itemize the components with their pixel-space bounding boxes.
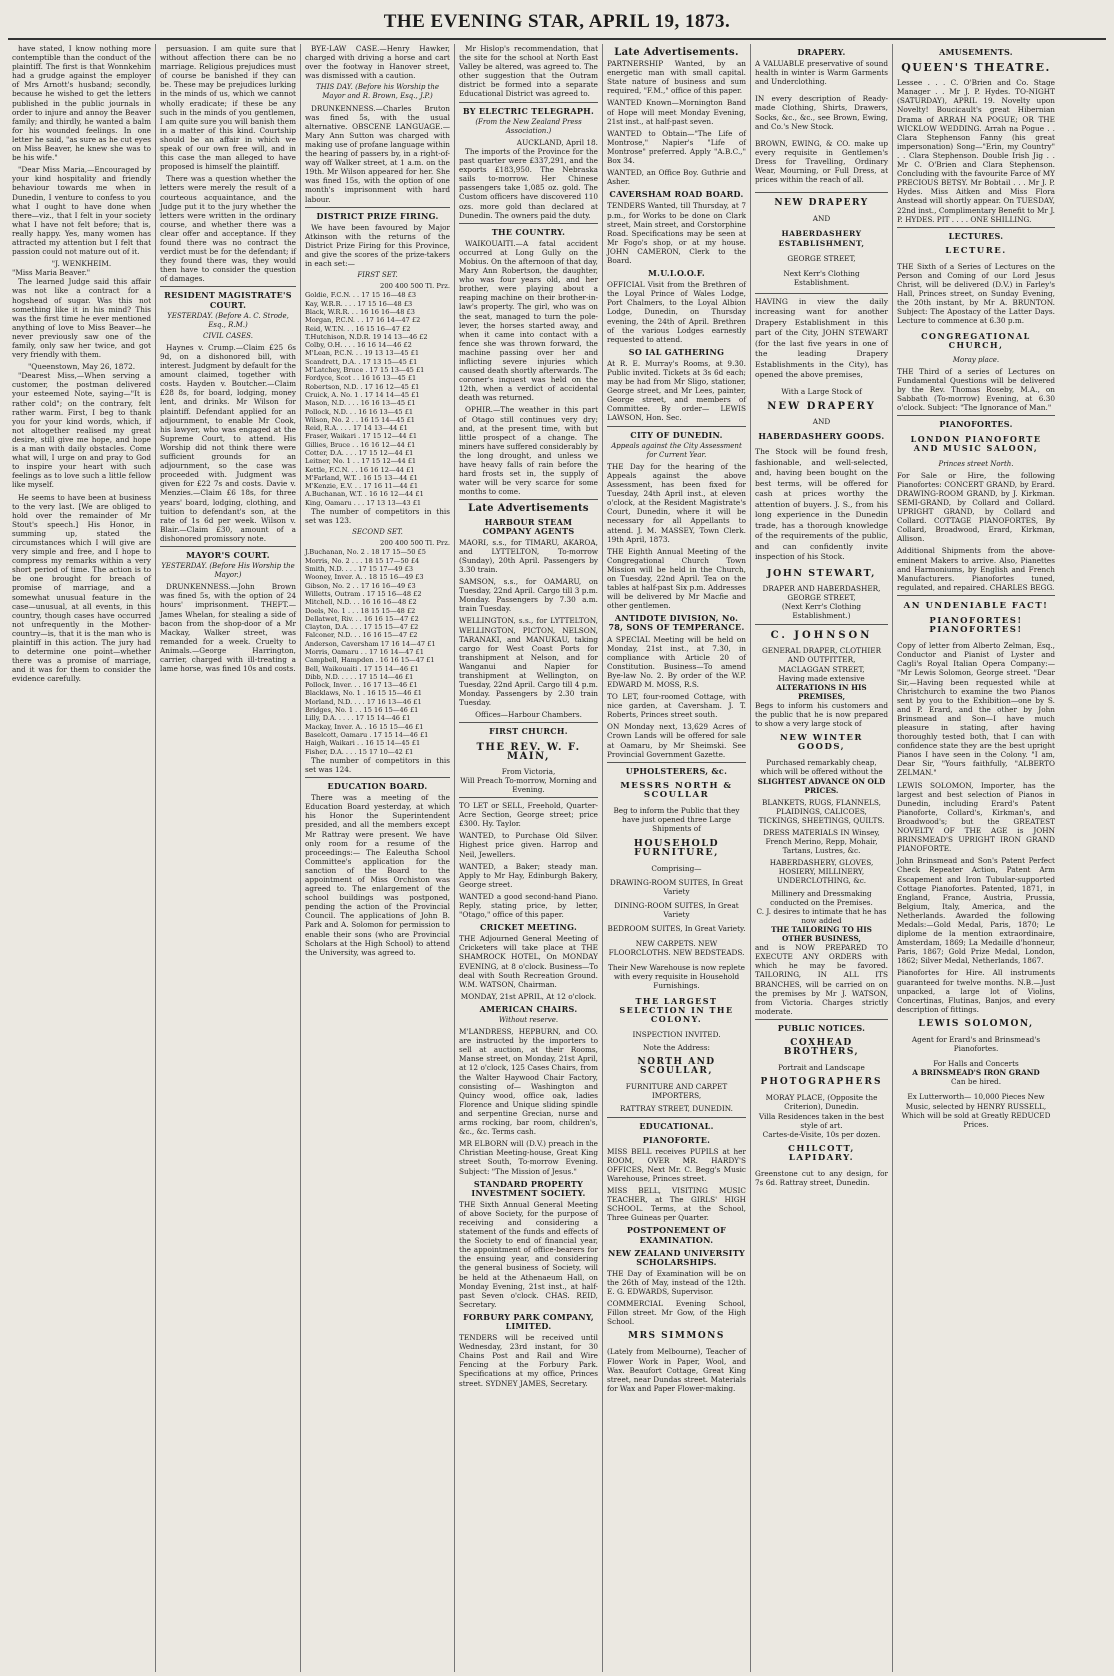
ad-title: PIANOFORTES! PIANOFORTES! <box>929 615 1023 636</box>
score-row: Doels, No. 1 . . . 18 15 15—48 £2 <box>305 606 416 615</box>
advertisement: TO LET, four-roomed Cottage, with nice garden, at Caversham. J. T. Roberts, Princes street south. <box>607 692 746 720</box>
score-row: Robertson, N.D. . 17 16 12—45 £1 <box>305 382 420 391</box>
score-row: Pollock, N.D. . . 16 16 13—45 £1 <box>305 407 414 416</box>
divider <box>305 207 450 208</box>
ad-heading: FIRST CHURCH. <box>489 726 568 737</box>
article-text: persuasion. I am quite sure that without affection there can be no marriage. Religious prejudices must of course be banished if they can be. These may be prejudices lurking in the minds of us, which we cannot wholly eradicate; if these be any such in the minds of you gentlemen, I am quite sure you will banish them in a matter of this kind. Courtship should be an affair in which we speak of our own free will, and in this case the man alleged to have proposed is himself the plaintiff. <box>160 44 296 172</box>
advertisement: The Stock will be found fresh, fashionable, and well-selected, and, having been bought on the best terms, will be offered for cash at prices worthy the attention of buyers. J. S., from his long experience in the Dunedin trade, has a thorough knowledge of the requirements of the public, and can confidently invite inspection of his Stock. <box>755 447 888 562</box>
ad-heading: CRICKET MEETING. <box>479 922 578 933</box>
divider <box>607 426 746 427</box>
ad-text: C. J. desires to intimate that he has now added <box>756 906 887 925</box>
score-row: Gibson, No. 2 . . 17 16 16—49 £3 <box>305 581 416 590</box>
article-text: There was a question whether the letters were merely the result of a courteous acquaintance, and the Judge put it to the jury whether the letters were written in the ordinary course, and whether there was a clear offer and acceptance. If they found there was no contract the verdict must be for the defendant; if they found there was, they would then have to consider the question of damages. <box>160 174 296 284</box>
advertisement: Additional Shipments from the above-eminent Makers to arrive. Also, Pianettes and Harmoniums, by English and French Manufacturers. Pianofortes tuned, regulated, and repaired. CHARLES BEGG. <box>897 546 1055 592</box>
advertisement: Greenstone cut to any design, for 7s 6d. Rattray street, Dunedin. <box>755 1169 888 1188</box>
ad-title: QUEEN'S THEATRE. <box>901 61 1051 75</box>
ad-text: Comprising— <box>651 863 702 873</box>
divider <box>755 624 888 625</box>
divider <box>459 102 598 103</box>
advertisement: WANTED, to Purchase Old Silver. Highest price given. Harrop and Neil, Jewellers. <box>459 831 598 859</box>
ad-subheading: Princes street North. <box>938 459 1014 468</box>
section-heading: BY ELECTRIC TELEGRAPH. <box>462 105 595 116</box>
ad-title: COXHEAD BROTHERS, <box>783 1037 860 1058</box>
advertisement: Lessee . . . C. O'Brien and Co. Stage Manager . . Mr J. P. Hydes. TO-NIGHT (SATURDAY), APRIL 19. Novelty upon Novelty! Boucicault's great Hibernian Drama of ARRAH NA POGUE; OR THE WICKLOW WEDDING. Arrah na Pogue . . Clara Stephenson Fanny (his great impersonation) Song—"Erin, my Country" . . Clara Stephenson. Double Irish Jig . . Mr C. O'Brien and Clara Stephenson. Concluding with the favourite Farce of MY PRECIOUS BETSY. Mr Bobtail . . . Mr J. P. Hydes. Miss Aitken and Miss Flora Anstead will shortly appear. On TUESDAY, 22nd inst., Complimentary Benefit to Mr J. P. HYDES. PIT . . . . ONE SHILLING. <box>897 78 1055 224</box>
ad-heading: HARBOUR STEAM COMPANY AGENTS <box>482 516 575 536</box>
advertisement: IN every description of Ready-made Clothing, Shirts, Drawers, Socks, &c., &c., see Brown, Ewing, and Co.'s New Stock. <box>755 94 888 131</box>
section-heading: LECTURES. <box>948 230 1004 241</box>
ad-text: From Victoria, <box>501 766 556 776</box>
advertisement: WANTED Known—Mornington Band of Hope will meet Monday Evening, 21st inst., at half-past seven. <box>607 98 746 126</box>
masthead <box>8 6 1106 40</box>
ad-text: Next Kerr's Clothing Establishment. <box>783 268 860 287</box>
columns <box>8 44 1106 1672</box>
ad-text: INSPECTION INVITED. <box>632 1029 721 1039</box>
advertisement: MR ELBORN will (D.V.) preach in the Christian Meeting-house, Great King street South, To-morrow Evening. Subject: "The Mission of Jesus." <box>459 1139 598 1176</box>
score-row: M'Latchey, Bruce . 17 15 13—45 £1 <box>305 366 425 375</box>
score-row: Morland, N.D. . . . 17 16 13—46 £1 <box>305 697 422 706</box>
ad-text: MORAY PLACE, (Opposite the Criterion), Dunedin. <box>765 1093 878 1112</box>
advertisement: MISS BELL receives PUPILS at her ROOM, OVER MR. HARDY'S OFFICES, Next Mr. C. Begg's Music Warehouse, Princes street. <box>607 1146 746 1183</box>
score-row: M'Kenzie, E.V. . . 17 16 11—44 £1 <box>305 482 419 491</box>
score-row: J.Buchanan, No. 2 . 18 17 15—50 £5 <box>305 548 426 557</box>
score-row: Gillies, Bruce . . 16 16 12—44 £1 <box>305 440 416 449</box>
advertisement: PARTNERSHIP Wanted, by an energetic man with small capital. State nature of business and sum required, "F.M.," office of this paper. <box>607 59 746 96</box>
letter-text: "Dearest Miss,—When serving a customer, the postman delivered your esteemed Note, saying—"It is rather cold"; on the contrary, felt rather warm. First, I beg to thank you for your kind words, which, if not altogether realised my great desire, still give me hope, and hope is a man with daily obstacles. Come what will, I urge on and pray to God to inspire your heart with such feelings as to love such a little fellow like myself. <box>12 371 151 490</box>
ad-text: Note the Address: <box>643 1042 710 1052</box>
section-heading: EDUCATION BOARD. <box>327 781 428 792</box>
score-row: Bell, Waikouaiti . 17 15 14—46 £1 <box>305 664 419 673</box>
ad-text: Will Preach To-morrow, Morning and Evening. <box>460 775 597 794</box>
ad-title: C. JOHNSON <box>770 630 873 642</box>
ad-text: Can be hired. <box>950 1077 1002 1087</box>
divider <box>897 595 1055 596</box>
section-heading: MAYOR'S COURT. <box>186 549 270 560</box>
section-heading: DRAPERY. <box>797 47 846 57</box>
divider <box>459 223 598 224</box>
section-subheading: YESTERDAY. (Before A. C. Strode, Esq., R.M.) <box>167 311 289 329</box>
section-heading: RESIDENT MAGISTRATE'S COURT. <box>164 290 292 310</box>
advertisement: HAVING in view the daily increasing want for another Drapery Establishment in this part of the City, JOHN STEWART (for the last five years in one of the leading Drapery Establishments in the City), has opened the above premises, <box>755 296 888 380</box>
column-1 <box>8 44 156 1672</box>
score-row: Wooney, Inver. A. . 18 15 16—49 £3 <box>305 573 424 582</box>
advertisement: TENDERS will be received until Wednesday, 23rd instant, for 30 Chains Post and Rail and Wire Fencing at the Forbury Park. Specifications at my office, Princes street. SYDNEY JAMES, Secretary. <box>459 1333 598 1388</box>
ad-text: THE TAILORING TO HIS OTHER BUSINESS, <box>771 924 872 944</box>
score-row: T.Hutchison, N.D.R. 19 14 13—46 £2 <box>305 332 428 341</box>
section-heading: THE COUNTRY. <box>491 226 566 237</box>
advertisement: Copy of letter from Alberto Zelman, Esq., Conductor and Pianist of Lyster and Cagli's Royal Italian Opera Company:— "Mr Lewis Solomon, George street. "Dear Sir,—Having been requested while at Christchurch to examine the two Pianos sent by you to the Exhibition—one by S. and P. Erard, and the other by John Brinsmead and Son—I have much pleasure in stating, after having thoroughly tested both, that I can with confidence state they are the best upright Pianos I have seen in the Colony. "I am, Dear Sir, "Yours faithfully, "ALBERTO ZELMAN." <box>897 641 1055 778</box>
score-table <box>305 291 450 507</box>
score-row: Lilly, D.A. . . . . 17 15 14—46 £1 <box>305 714 411 723</box>
section-heading: Late Advertisements <box>468 503 589 515</box>
score-row: Black, W.R.R. . . 16 16 16—48 £3 <box>305 307 415 316</box>
advertisement: THE Sixth of a Series of Lectures on the Person and Coming of our Lord Jesus Christ, will be delivered (D.V.) in Farley's Hall, Princes street, on Sunday Evening, the 20th instant, by Mr A. BRUNTON. Subject: The Apostacy of the Latter Days. Lecture to commence at 6.30 p.m. <box>897 261 1055 326</box>
ad-text: ALTERATIONS IN HIS PREMISES, <box>776 682 867 701</box>
ad-text: DRAPER AND HABERDASHER, <box>762 583 881 593</box>
advertisement: Pianofortes for Hire. All instruments guaranteed for twelve months. N.B.—Just unpacked, a large lot of Violins, Concertinas, Flutinas, Banjos, and every description of fittings. <box>897 968 1055 1014</box>
score-row: Bridges, No. 1 . . 15 16 15—46 £1 <box>305 706 419 715</box>
divider <box>607 1117 746 1118</box>
ad-text: Portrait and Landscape <box>778 1063 865 1073</box>
score-row: Anderson, Caversham 17 16 14—47 £1 <box>305 639 436 648</box>
ad-title: JOHN STEWART, <box>767 567 876 579</box>
advertisement: THE Third of a series of Lectures on Fundamental Questions will be delivered by the Rev. Thomas Roseby, M.A., on Sabbath (To-morrow) Evening, at 6.30 o'clock. Subject: "The Ignorance of Man." <box>897 366 1055 413</box>
dateline: AUCKLAND, April 18. <box>516 137 598 147</box>
ad-text: RATTRAY STREET, DUNEDIN. <box>620 1104 733 1114</box>
score-row: Dellatwet, Riv. . . 16 16 15—47 £2 <box>305 614 419 623</box>
ad-heading: EDUCATIONAL. <box>639 1121 714 1132</box>
ad-text: A BRINSMEAD'S IRON GRAND <box>912 1068 1040 1078</box>
ad-text: FURNITURE AND CARPET IMPORTERS, <box>625 1082 728 1101</box>
ad-text: AND <box>812 417 831 427</box>
score-row: King, Oamaru . . . 17 13 13—43 £1 <box>305 498 422 507</box>
column-2 <box>156 44 301 1672</box>
ad-title: HABERDASHERY ESTABLISHMENT, <box>778 229 865 248</box>
score-row: Morris, Oamaru . . 17 16 14—47 £1 <box>305 648 424 656</box>
advertisement: M'LANDRESS, HEPBURN, and CO. are instructed by the importers to sell at auction, at their Rooms, Manse street, on Monday, 21st April, at 12 o'clock, 125 Cases Chairs, from the Walter Haywood Chair Factory, consisting of— Washington and Quincy wood, office oak, ladies Florence and Unique sliding spindle and serpentine Grecian, nurse and arms rocking, bar room, children's, &c., &c. Terms cash. <box>459 1027 598 1137</box>
divider <box>755 293 888 294</box>
ad-text: DRESS MATERIALS IN Winsey, French Merino, Repp, Mohair, Tartans, Lustres, &c. <box>763 828 880 856</box>
advertisement: A SPECIAL Meeting will be held on Monday, 21st inst., at 7.30, in compliance with Article 20 of Constitution. Business—To amend Bye-law No. 2. By order of the W.P. EDWARD M. MOSS, R.S. <box>607 634 746 689</box>
ad-title: CONGREGATIONAL CHURCH, <box>921 330 1031 350</box>
score-row: Falconer, N.D. . . 16 16 15—47 £2 <box>305 631 418 640</box>
ad-heading: STANDARD PROPERTY INVESTMENT SOCIETY. <box>471 1178 586 1198</box>
ad-heading: CAVERSHAM ROAD BOARD. <box>609 189 744 200</box>
score-row: Dibb, N.D. . . . . 17 15 14—46 £1 <box>305 672 414 681</box>
ad-title: NEW DRAPERY <box>767 400 876 412</box>
ad-heading: UPHOLSTERERS, &c. <box>625 765 728 776</box>
divider <box>459 797 598 798</box>
letter-text: "Dear Miss Maria,—Encouraged by your kind hospitality and friendly behaviour towards me when in Dunedin, I venture to confess to you what I ought to have done when there—viz., that I felt in your society what I have not felt before; that is, really happy. Yes, many women has attracted my attention but I felt that passion could not mature out of it. <box>12 165 151 257</box>
advertisement: OFFICIAL Visit from the Brethren of the Loyal Prince of Wales Lodge, Port Chalmers, to the Loyal Albion Lodge, Dunedin, on Thursday evening, the 24th of April. Brethren of the various Lodges earnestly requested to attend. <box>607 280 746 344</box>
ad-title: PHOTOGRAPHERS <box>760 1077 883 1088</box>
ad-title: HABERDASHERY GOODS. <box>758 431 885 442</box>
advertisement: (Lately from Melbourne), Teacher of Flower Work in Paper, Wool, and Wax. Beaufort Cottage, Great King street, near Dundas street. Materials for Wax and Paper Flower-making. <box>607 1347 746 1393</box>
masthead-title: THE EVENING STAR, APRIL 19, 1873. <box>383 11 731 32</box>
ad-text: Purchased remarkably cheap, which will be offered without the <box>760 758 883 777</box>
section-heading: DISTRICT PRIZE FIRING. <box>316 210 439 221</box>
article-text: The learned Judge said this affair was not like a contract for a hogshead of sugar. Was this not something like it in his mind? This was the first time he ever mentioned anything of love to Miss Beaver—he never previously saw one of the family, only saw her twice, and got very friendly with them. <box>12 277 151 360</box>
ad-text: Millinery and Dressmaking conducted on the Premises. <box>770 888 873 907</box>
score-row: Pollock, Inver. . . 16 17 13—46 £1 <box>305 681 418 690</box>
score-row: Willetts, Outram . 17 15 16—48 £2 <box>305 589 422 598</box>
advertisement: LEWIS SOLOMON, Importer, has the largest and best selection of Pianos in Dunedin, including Erard's Patent Pianoforte, Collard's, Kirkman's, and Broadwood's; but the GREATEST NOVELTY OF THE AGE is JOHN BRINSMEAD'S UPRIGHT IRON GRAND PIANOFORTE. <box>897 780 1055 854</box>
score-row: Haigh, Waikari . . 16 15 14—45 £1 <box>305 739 421 748</box>
divider <box>897 227 1055 228</box>
ad-text: SLIGHTEST ADVANCE ON OLD PRICES. <box>757 776 886 795</box>
ad-title: CHILCOTT, LAPIDARY. <box>788 1143 855 1163</box>
score-row: Reid, R.A. . . . 17 14 13—44 £1 <box>305 424 408 433</box>
article-text: OPHIR.—The weather in this part of Otago still continues very dry; and, at the present time, with but little prospect of a change. The miners have suffered considerably by the long drought, and unless we have heavy falls of rain before the hard frosts set in, the supply of water will be very scarce for some months to come. <box>459 405 598 497</box>
divider <box>459 722 598 723</box>
advertisement: TO LET or SELL, Freehold, Quarter-Acre Section, George street; price £300. Hy. Taylor. <box>459 801 598 829</box>
ad-text: GEORGE STREET, <box>787 253 856 263</box>
ad-footer: Offices—Harbour Chambers. <box>475 710 582 720</box>
ad-text: MACLAGGAN STREET, <box>778 664 865 674</box>
section-heading: AMUSEMENTS. <box>939 47 1013 57</box>
ad-subheading: Without reserve. <box>498 1016 559 1024</box>
ad-text: For Halls and Concerts <box>933 1059 1019 1069</box>
score-row: Cruick, A. No. 1 . 17 14 14—45 £1 <box>305 390 420 399</box>
section-heading: PUBLIC NOTICES. <box>777 1022 866 1033</box>
ad-heading: CITY OF DUNEDIN. <box>630 429 723 440</box>
ad-list-item: DRAWING-ROOM SUITES, In Great Variety <box>609 877 744 896</box>
score-row: A.Buchanan, W.T. . 16 16 12—44 £1 <box>305 490 424 499</box>
advertisement: For Sale or Hire, the following Pianofortes: CONCERT GRAND, by Erard. DRAWING-ROOM GRAND, by J. Kirkman. SEMI-GRAND, by Collard and Collard. UPRIGHT GRAND, by Collard and Collard. COTTAGE PIANOFORTES, By Collard, Broadwood, Erard, Kirkman, Allison. <box>897 470 1055 544</box>
advertisement: THE Day of Examination will be on the 26th of May, instead of the 12th. E. G. EDWARDS, Supervisor. <box>607 1268 746 1296</box>
score-row: Smith, N.D. . . . 17 15 17—49 £3 <box>305 565 414 574</box>
divider <box>305 777 450 778</box>
advertisement: WELLINGTON, s.s., for LYTTELTON, WELLINGTON, PICTON, NELSON, TARANAKI, and MANUKAU, taking cargo for West Coast Ports for transhipment at Nelson, and for Wanganui and Napier for transhipment at Wellington, on Tuesday, 22nd April. Cargo till 4 p.m. Monday. Passengers by 2.30 train Tuesday. <box>459 616 598 708</box>
advertisement: WANTED, an Office Boy. Guthrie and Asher. <box>607 168 746 187</box>
ad-title: NORTH AND SCOULLAR, <box>637 1057 716 1077</box>
advertisement: THE Day for the hearing of the Appeals against the above Assessment, has been fixed for Tuesday, 24th April inst., at eleven o'clock, at the Resident Magistrate's Court, Dunedin, where it will be necessary for all Appellants to attend. J. M. MASSEY, Town Clerk. 19th April, 1873. <box>607 461 746 544</box>
score-row: Wilson, No. 2 . . 16 15 14—45 £1 <box>305 415 415 424</box>
article-text: have stated, I know nothing more contemptible than the conduct of the plaintiff. The first is that Wonnkehim had a grudge against the employer of Mrs Arnott's husband; secondly, because he wished to get the letters published in the public journals in order to injure and annoy the Beaver family; and thirdly, he wanted a balm for his wounded feelings. In one letter he said, "as sure as he cut eyes on Miss Beaver, he knew she was to be his wife." <box>12 44 151 163</box>
ad-list-item: BEDROOM SUITES, In Great Variety. <box>607 923 746 933</box>
ad-heading: NEW ZEALAND UNIVERSITY SCHOLARSHIPS. <box>608 1247 745 1267</box>
score-row: Mackay, Inver. A. . 16 15 15—46 £1 <box>305 722 424 731</box>
ad-title: MRS SIMMONS <box>628 1331 725 1342</box>
divider <box>160 546 296 547</box>
divider <box>755 1019 888 1020</box>
ad-title: NEW DRAPERY <box>774 198 869 209</box>
section-subheading: THIS DAY. (Before his Worship the Mayor and R. Brown, Esq., J.P.) <box>315 83 439 101</box>
ad-list <box>607 878 746 933</box>
ad-text: GEORGE STREET, <box>787 592 856 602</box>
ad-title: LONDON PIANOFORTE AND MUSIC SALOON, <box>910 434 1042 454</box>
advertisement: THE Adjourned General Meeting of Cricketers will take place at THE SHAMROCK HOTEL, On MONDAY EVENING, at 8 o'clock. Business—To deal with South Recreation Ground. W.M. WATSON, Chairman. <box>459 934 598 989</box>
table-title: SECOND SET. <box>352 528 403 537</box>
score-row: Colby, O.H. . . . 16 16 14—46 £2 <box>305 341 412 350</box>
ad-text: BLANKETS, RUGS, FLANNELS, PLAIDINGS, CALICOES, TICKINGS, SHEETINGS, QUILTS. <box>758 797 885 825</box>
court-text: BYE-LAW CASE.—Henry Hawker, charged with driving a horse and cart over the footway in Hanover street, was dismissed with a caution. <box>305 44 450 81</box>
divider <box>459 499 598 500</box>
section-heading: PIANOFORTES. <box>939 419 1013 430</box>
article-text: We have been favoured by Major Atkinson with the returns of the District Prize Firing for this Province, and give the scores of the prize-takers in each set:— <box>305 222 450 269</box>
advertisement: MISS BELL, VISITING MUSIC TEACHER, at The GIRLS' HIGH SCHOOL. Terms, at the School, Three Guineas per Quarter. <box>607 1186 746 1223</box>
article-text: The imports of the Province for the past quarter were £337,291, and the exports £183,950. The Nebraska sails to-morrow. Her Chinese passengers take 1,085 oz. gold. The Custom officers have discovered 110 ozs. more gold than declared at Dunedin. The owners paid the duty. <box>459 146 598 220</box>
score-row: Blacklaws, No. 1 . 16 15 15—46 £1 <box>305 689 422 698</box>
advertisement: WANTED a good second-hand Piano. Reply, stating price, by letter, "Otago," office of this paper. <box>459 891 598 920</box>
ad-heading: PIANOFORTE. <box>642 1134 711 1145</box>
column-4 <box>455 44 603 1672</box>
advertisement: At R. E. Murray's Rooms, at 9.30. Public invited. Tickets at 3s 6d each; may be had from Mr Sligo, stationer, George street, and Mr Lees, painter, George street, and members of Committee. By order— LEWIS LAWSON, Hon. Sec. <box>607 358 746 423</box>
score-row: Kettle, F.C.N. . . 16 16 12—44 £1 <box>305 465 415 474</box>
ad-text: Villa Residences taken in the best style of art. <box>758 1111 885 1130</box>
table-title: FIRST SET. <box>357 271 398 280</box>
advertisement: SAMSON, s.s., for OAMARU, on Tuesday, 22nd April. Cargo till 3 p.m. Monday. Passengers by 7.30 a.m. train Tuesday. <box>459 577 598 614</box>
score-row: Scandrett, D.A. . 17 13 15—45 £1 <box>305 357 418 366</box>
ad-heading: M.U.I.O.O.F. <box>647 268 706 279</box>
score-table <box>305 548 450 755</box>
score-row: Kay, W.R.R. . . . 17 15 16—48 £3 <box>305 299 413 308</box>
court-text: DRUNKENNESS.—John Brown was fined 5s, with the option of 24 hours' imprisonment. THEFT.—James Whelan, for stealing a side of bacon from the shop-door of a Mr Mackay, Walker street, was remanded for a week. Cruelty to Animals.—George Harrington, carrier, charged with ill-treating a lame horse, was fined 10s and costs. <box>160 582 296 674</box>
ad-heading: FORBURY PARK COMPANY, LIMITED. <box>463 1311 594 1331</box>
ad-heading: AMERICAN CHAIRS. <box>479 1003 578 1014</box>
section-subheading: YESTERDAY. (Before His Worship the Mayor.) <box>161 562 295 580</box>
ad-text: Having made extensive <box>778 673 865 683</box>
article-text: He seems to have been at business to the very last. [We are obliged to hold over the remainder of Mr Stout's speech.] His Honor, in summing up, stated the circumstances which I will give are very simple and free, and I hope to compress my remarks within a very short period of time. The action is to be one brought for breach of promise of marriage, and a somewhat unusual feature in the case—unusual, at all events, in this country, though cases have occurred not unfrequently in the Mother-country—is, that it is the man who is plaintiff in this action. The jury had to determine one point—whether there was a promise of marriage, and it was for them to consider the evidence carefully. <box>12 492 151 684</box>
ad-title: NEW WINTER GOODS, <box>780 733 863 753</box>
ad-text: Beg to inform the Public that they have just opened three Large Shipments of <box>613 806 740 834</box>
table-note: The number of competitors in this set was 123. <box>305 507 450 526</box>
ad-heading: SO IAL GATHERING <box>628 346 725 357</box>
score-row: Fordyce, Scot . . 16 16 13—45 £1 <box>305 374 417 383</box>
advertisement: TENDERS Wanted, till Thursday, at 7 p.m., for Works to be done on Clark street, Main street, and Corstorphine Road. Specifications may be seen at Mr Fogo's shop, or at my house. JOHN CAMERON, Clerk to the Board. <box>607 201 746 265</box>
table-header: 200 400 500 Tl. Prz. <box>380 539 450 548</box>
divider <box>897 415 1055 416</box>
advertisement: and is NOW PREPARED TO EXECUTE ANY ORDERS with which he may be favored. TAILORING, IN ALL ITS BRANCHES, will be carried on on the premises by Mr J. WATSON, from Victoria. Charges strictly moderate. <box>755 943 888 1016</box>
advertisement: John Brinsmead and Son's Patent Perfect Check Repeater Action, Patent Arm Escapement and Iron Tubular-supported Cottage Pianofortes. Patented, 1871, in England, France, Austria, Prussia, Belgium, Italy, America, and the Netherlands. Awarded the following Medals:—Gold Medal, Paris, 1870; Le diplome de la mention extraordinaire, Amsterdam, 1869; La Medaille d'honneur, Paris, 1867; Gold Prize Medal, London, 1862; Silver Medal, Netherlands, 1867. <box>897 856 1055 966</box>
column-6 <box>751 44 893 1672</box>
score-row: Baselcott, Oamaru . 17 15 14—46 £1 <box>305 730 429 739</box>
table-note: The number of competitors in this set was 124. <box>305 755 450 774</box>
ad-text: Their New Warehouse is now replete with every requisite in Household Furnishings. <box>608 963 745 991</box>
ad-text: MONDAY, 21st APRIL, At 12 o'clock. <box>460 991 597 1001</box>
score-row: Mason, N.D. . . . 16 16 13—45 £1 <box>305 399 416 408</box>
score-row: Clayton, D.A. . . . 17 15 15—47 £2 <box>305 623 419 632</box>
score-row: Fisher, D.A. . . . 15 17 10—42 £1 <box>305 747 414 756</box>
score-row: M'Farland, W.T. . 16 15 13—44 £1 <box>305 473 418 482</box>
table-header: 200 400 500 Tl. Prz. <box>380 282 450 291</box>
advertisement: BROWN, EWING, & CO. make up every requisite in Gentlemen's Dress for Travelling, Ordinary Wear, Mourning, or Full Dress, at prices within the reach of all. <box>755 138 888 185</box>
letter-signature: "J. WENKHEIM. <box>51 259 112 269</box>
letter-address: "Miss Maria Beaver." <box>12 268 91 278</box>
ad-title: LECTURE. <box>945 245 1007 256</box>
ad-text: AND <box>812 214 831 224</box>
score-row: Fraser, Waikari . 17 15 12—44 £1 <box>305 432 418 441</box>
score-row: Mitchell, N.D. . . 16 16 16—48 £2 <box>305 598 417 607</box>
advertisement: THE Sixth Annual General Meeting of above Society, for the purpose of receiving and considering a statement of the funds and effects of the Society to end of financial year, the appointment of office-bearers for the ensuing year, and considering the general business of Society, will be held at the Athenaeum Hall, on Monday Evening, 21st inst., at half-past Seven o'clock. CHAS. REID, Secretary. <box>459 1199 598 1309</box>
ad-title: LEWIS SOLOMON, <box>918 1018 1034 1029</box>
court-text: Haynes v. Crump.—Claim £25 6s 9d, on a dishonored bill, with interest. Judgment by default for the amount claimed, together with costs. Hayden v. Boutcher.—Claim £28 8s, for board, lodging, money lent, and drinks. Mr Wilson for plaintiff. Defendant applied for an adjournment, to enable Mr Cook, his lawyer, who was engaged at the Supreme Court, to attend. His Worship did not think there were sufficient grounds for an adjournment, so the case was proceeded with. Judgment was given for £22 7s and costs. Davie v. Menzies.—Claim £6 18s, for three years' board, lodging, clothing, and tuition to defendant's son, at the rate of 1s 6d per week. Wilson v. Blair.—Claim £30, amount of a dishonored promissory note. <box>160 342 296 543</box>
divider <box>755 192 888 193</box>
score-row: M'Lean, P.C.N. . . 19 13 13—45 £1 <box>305 349 420 358</box>
score-row: Campbell, Hampden . 16 16 15—47 £1 <box>305 656 435 665</box>
score-row: Morgan, P.C.N. . . 17 16 14—47 £2 <box>305 316 421 325</box>
advertisement: THE Eighth Annual Meeting of the Congregational Church Town Mission will be held in the Church, on Tuesday, 22nd April. Tea on the tables at half-past Six p.m. Addresses will be delivered by Mr Macfie and other gentlemen. <box>607 546 746 611</box>
ad-title: MESSRS NORTH & SCOULLAR <box>620 780 733 800</box>
ad-subheading: Moray place. <box>952 355 1000 364</box>
article-text: Mr Hislop's recommendation, that the site for the school at North East Valley be altered, was agreed to. The other suggestion that the Outram district be formed into a separate Educational District was agreed to. <box>459 44 598 99</box>
score-row: Leitner, No. 1 . . 17 15 12—44 £1 <box>305 457 417 466</box>
advertisement: COMMERCIAL Evening School, Fillon street. Mr Gow, of the High School. <box>607 1299 746 1327</box>
score-row: Cotter, D.A. . . . 17 15 12—44 £1 <box>305 448 414 457</box>
advertisement: A VALUABLE preservative of sound health in winter is Warm Garments and Underclothing. <box>755 59 888 87</box>
ad-text: Cartes-de-Visite, 10s per dozen. <box>762 1129 881 1139</box>
ad-title: THE REV. W. F. MAIN, <box>476 741 581 762</box>
advertisement: WANTED to Obtain—"The Life of Montrose," Napier's "Life of Montrose" preferred. Apply "A.B.C.," Box 34. <box>607 128 746 166</box>
ad-text: NEW CARPETS. NEW FLOORCLOTHS. NEW BEDSTEADS. <box>608 939 745 958</box>
score-row: Reid, W.T.N. . . 16 15 16—47 £2 <box>305 324 411 333</box>
ad-title: AN UNDENIABLE FACT! <box>903 600 1049 611</box>
ad-title: HOUSEHOLD FURNITURE, <box>633 838 720 859</box>
divider <box>160 286 296 287</box>
article-text: There was a meeting of the Education Board yesterday, at which his Honor the Superintendent presided, and all the members except Mr Rattray were present. We have only room for a resume of the proceedings:— The Ealeutha School Committee's application for the sanction of the Board to the appointment of Miss Orchiston was agreed to. The enlargement of the school buildings was postponed, pending the action of the Provincial Council. The applications of John B. Park and A. Solomon for permission to enable their sons (who are Provincial Scholars at the High School) to attend the University, was agreed to. <box>305 793 450 957</box>
advertisement: Begs to inform his customers and the public that he is now prepared to show a very large stock of <box>755 700 888 729</box>
section-subheading: CIVIL CASES. <box>203 331 253 340</box>
divider <box>607 762 746 763</box>
ad-list-item: DINING-ROOM SUITES, In Great Variety <box>614 900 739 919</box>
letter-date: "Queenstown, May 26, 1872. <box>27 362 136 372</box>
column-5 <box>603 44 751 1672</box>
ad-text: (Next Kerr's Clothing Establishment.) <box>781 602 862 621</box>
ad-text: With a Large Stock of <box>781 386 862 396</box>
ad-heading: POSTPONEMENT OF EXAMINATION. <box>626 1225 727 1245</box>
ad-text: GENERAL DRAPER, CLOTHIER AND OUTFITTER, <box>761 646 882 665</box>
article-text: WAIKOUAITI.—A fatal accident occurred at Long Gully on the Mobius. On the afternoon of that day, Mary Ann Robertson, the daughter, who was four years old, and her brother, were playing about a reaping machine on their brother-in-law's property. The girl, who was on the seat, managed to turn the pole-lever, the horses started away, and when it came into contact with a fence she was thrown forward, the machine passing over her and inflicting severe injuries which caused death shortly afterwards. The coroner's inquest was held on the 12th, when a verdict of accidental death was returned. <box>459 238 598 403</box>
score-row: Goldie, F.C.N. . . 17 15 16—48 £3 <box>305 291 417 300</box>
advertisement: WANTED, a Baker; steady man. Apply to Mr Hay, Edinburgh Bakery, George street. <box>459 861 598 889</box>
ad-text: Ex Lutterworth— 10,000 Pieces New Music, selected by HENRY RUSSELL, Which will be sold at Greatly REDUCED Prices. <box>901 1092 1051 1129</box>
ad-text: Agent for Erard's and Brinsmead's Pianofortes. <box>911 1035 1041 1054</box>
column-3 <box>301 44 455 1672</box>
score-row: Morris, No. 2 . . . 18 15 17—50 £4 <box>305 556 420 565</box>
ad-subheading: Appeals against the City Assessment for Current Year. <box>611 441 742 459</box>
advertisement: ON Monday next, 13,629 Acres of Crown Lands will be offered for sale at Oamaru, by Mr Sheimski. See Provincial Government Gazette. <box>607 722 746 759</box>
ad-text: HABERDASHERY, GLOVES, HOSIERY, MILLINERY, UNDERCLOTHING, &c. <box>769 858 874 886</box>
section-subheading: (From the New Zealand Press Association.) <box>475 117 582 135</box>
ad-title: THE LARGEST SELECTION IN THE COLONY. <box>619 995 734 1024</box>
advertisement: MAORI, s.s., for TIMARU, AKAROA, and LYTTELTON, To-morrow (Sunday), 20th April. Passengers by 3.30 train. <box>459 537 598 574</box>
ad-heading: ANTIDOTE DIVISION, No. 78, SONS OF TEMPERANCE. <box>608 613 745 633</box>
section-heading: Late Advertisements. <box>614 47 739 58</box>
court-text: DRUNKENNESS.—Charles Bruton was fined 5s, with the usual alternative. OBSCENE LANGUAGE.—Mary Ann Sutton was charged with making use of profane language within the hearing of passers by, in a right-of-way off Walker street, at 1 a.m. on the 19th. Mr Wilson appeared for her. She was fined 15s, with the option of one month's imprisonment with hard labour. <box>305 103 450 204</box>
column-7 <box>893 44 1059 1672</box>
